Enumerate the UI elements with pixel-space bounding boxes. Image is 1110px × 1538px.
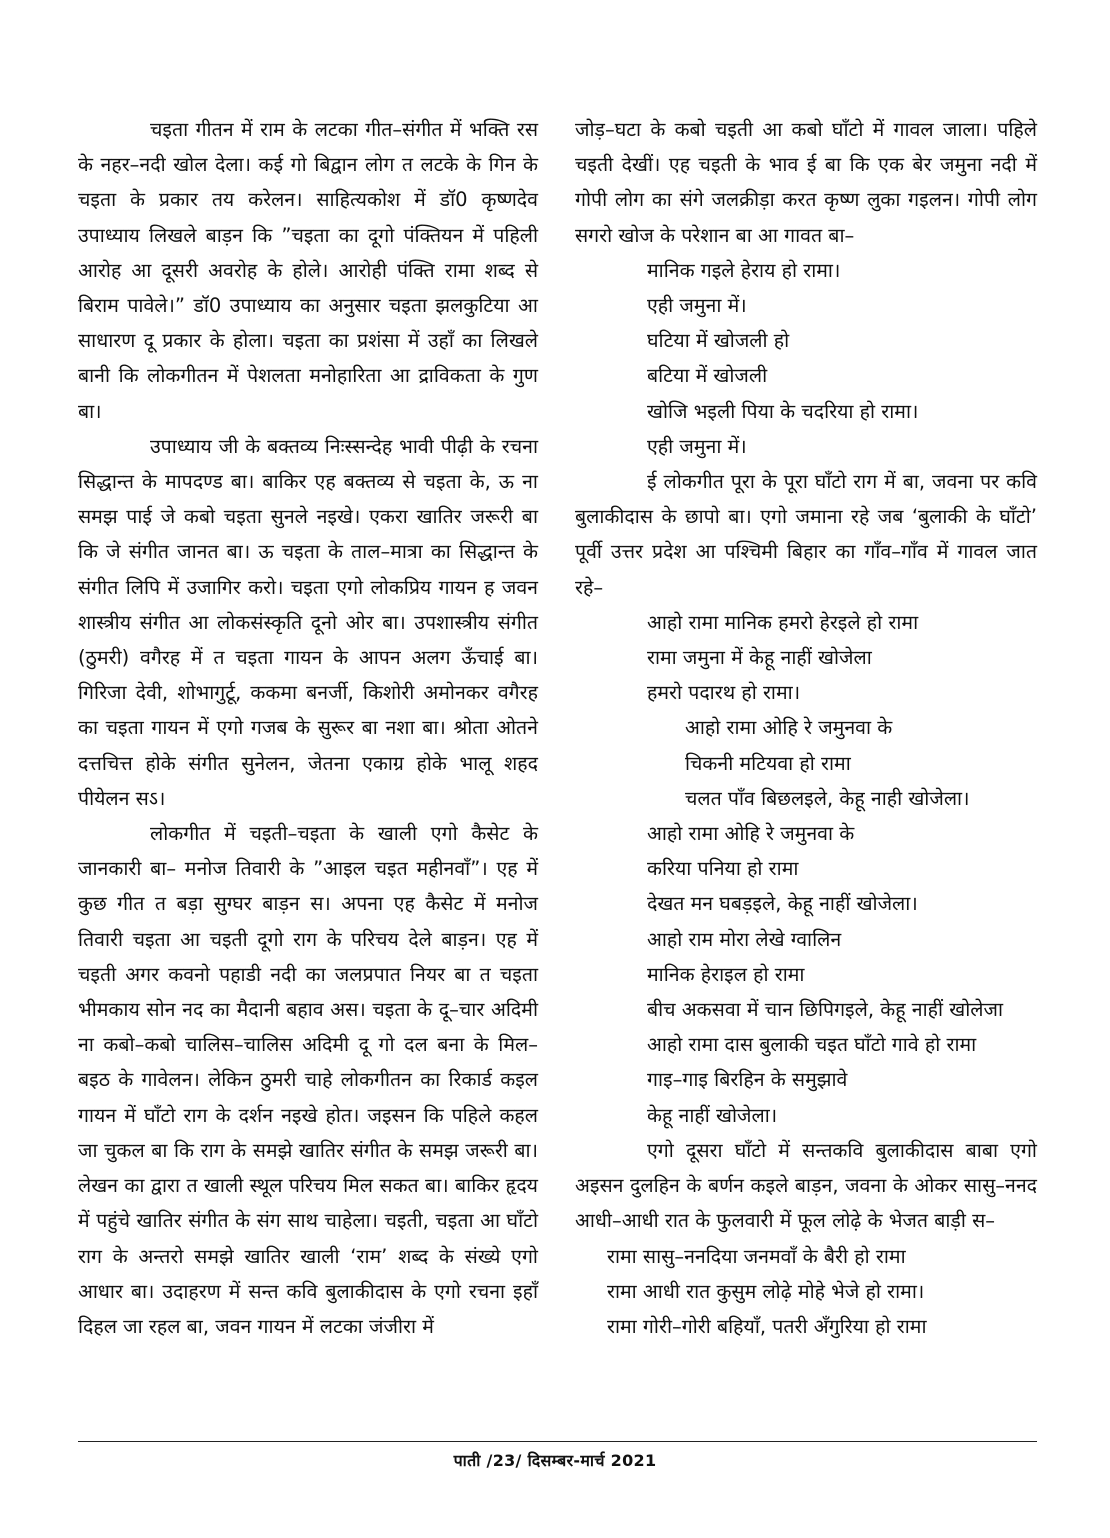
verse-block-1 [575, 253, 1037, 464]
verse-block-2 [575, 605, 1037, 1133]
verse-line: एही जमुना में। [647, 294, 747, 318]
paragraph: उपाध्याय जी के बक्तव्य निःस्सन्देह भावी पीढ़ी के रचना सिद्धान्त के मापदण्ड बा। बाकिर एह बक्तव्य से चइता के, ऊ ना समझ पाई जे कबो चइता सुनले नइखे। एकरा खातिर जरूरी बा कि जे संगीत जानत बा। ऊ चइता के ताल–मात्रा का सिद्धान्त के संगीत लिपि में उजागिर करो। चइता एगो लोकप्रिय गायन ह जवन शास्त्रीय संगीत आ लोकसंस्कृति दूनो ओर बा। उपशास्त्रीय संगीत (ठुमरी) वगैरह में त चइता गायन के आपन अलग ऊँचाई बा। गिरिजा देवी, शोभागुर्टू, ककमा बनर्जी, किशोरी अमोनकर वगैरह का चइता गायन में एगो गजब के सुरूर बा नशा बा। श्रोता ओतने दत्तचित्त होके संगीत सुनेलन, जेतना एकाग्र होके भालू शहद पीयेलन सऽ। [78, 434, 538, 810]
verse-line: हमरो पदारथ हो रामा। [647, 681, 801, 705]
verse-line: बीच अकसवा में चान छिपिगइले, केहू नाहीं खोलेजा [647, 998, 1003, 1022]
verse-line: चलत पाँव बिछलइले, केहू नाही खोजेला। [685, 786, 970, 810]
verse-line: रामा सासु–ननदिया जनमवाँ के बैरी हो रामा [607, 1244, 906, 1268]
footer-divider [78, 1441, 1037, 1442]
left-column [78, 112, 538, 1344]
verse-line: आहो रामा दास बुलाकी चइत घाँटो गावे हो रामा [647, 1033, 977, 1057]
verse-line: मानिक गइले हेराय हो रामा। [647, 258, 841, 282]
verse-line: गाइ–गाइ बिरहिन के समुझावे [647, 1068, 848, 1092]
verse-line: आहो राम मोरा लेखे ग्वालिन [647, 927, 842, 951]
verse-line: मानिक हेराइल हो रामा [647, 962, 805, 986]
paragraph: लोकगीत में चइती–चइता के खाली एगो कैसेट के जानकारी बा– मनोज तिवारी के ”आइल चइत महीनवाँ”। एह में कुछ गीत त बड़ा सुग्घर बाड़न स। अपना एह कैसेट में मनोज तिवारी चइता आ चइती दूगो राग के परिचय देले बाड़न। एह में चइती अगर कवनो पहाडी नदी का जलप्रपात नियर बा त चइता भीमकाय सोन नद का मैदानी बहाव अस। चइता के दू–चार अदिमी ना कबो–कबो चालिस–चालिस अदिमी दू गो दल बना के मिल–बइठ के गावेलन। लेकिन ठुमरी चाहे लोकगीतन का रिकार्ड कइल गायन में घाँटो राग के दर्शन नइखे होत। जइसन कि पहिले कहल जा चुकल बा कि राग के समझे खातिर संगीत के समझ जरूरी बा। लेखन का द्वारा त खाली स्थूल परिचय मिल सकत बा। बाकिर हृदय में पहुंचे खातिर संगीत के संग साथ चाहेला। चइती, चइता आ घाँटो राग के अन्तरो समझे खातिर खाली ‘राम’ शब्द के संख्ये एगो आधार बा। उदाहरण में सन्त कवि बुलाकीदास के एगो रचना इहाँ दिहल जा रहल बा, जवन गायन में लटका जंजीरा में [78, 822, 538, 1338]
verse-line: केहू नाहीं खोजेला। [647, 1103, 778, 1127]
page-footer: पाती /23/ दिसम्बर-मार्च 2021 [453, 1451, 657, 1470]
right-column [575, 112, 1037, 1344]
verse-line: रामा जमुना में केहू नाहीं खोजेला [647, 646, 872, 670]
paragraph: चइता गीतन में राम के लटका गीत–संगीत में भक्ति रस के नहर–नदी खोल देला। कई गो बिद्वान लोग त लटके के गिन के चइता के प्रकार तय करेलन। साहित्यकोश में डॉ0 कृष्णदेव उपाध्याय लिखले बाड़न कि ”चइता का दूगो पंक्तियन में पहिली आरोह आ दूसरी अवरोह के होले। आरोही पंक्ति रामा शब्द से बिराम पावेले।” डॉ0 उपाध्याय का अनुसार चइता झलकुटिया आ साधारण दू प्रकार के होला। चइता का प्रशंसा में उहाँ का लिखले बानी कि लोकगीतन में पेशलता मनोहारिता आ द्राविकता के गुण बा। [78, 118, 538, 423]
verse-line: घटिया में खोजली हो [647, 329, 790, 353]
verse-block-3 [575, 1239, 1037, 1345]
verse-line: बटिया में खोजली [647, 364, 768, 388]
verse-line: आहो रामा ओहि रे जमुनवा के [685, 716, 893, 740]
verse-line: रामा गोरी–गोरी बहियाँ, पतरी अँगुरिया हो रामा [607, 1314, 927, 1338]
verse-line: करिया पनिया हो रामा [647, 857, 799, 881]
paragraph: एगो दूसरा घाँटो में सन्तकवि बुलाकीदास बाबा एगो अइसन दुलहिन के बर्णन कइले बाड़न, जवना के ओकर सासु–ननद आधी–आधी रात के फुलवारी में फूल लोढ़े के भेजत बाड़ी स– [575, 1138, 1037, 1233]
verse-line: चिकनी मटियवा हो रामा [685, 751, 851, 775]
verse-line: रामा आधी रात कुसुम लोढ़े मोहे भेजे हो रामा। [607, 1279, 925, 1303]
verse-line: आहो रामा ओहि रे जमुनवा के [647, 822, 855, 846]
verse-line: एही जमुना में। [647, 434, 747, 458]
verse-line: देखत मन घबड़इले, केहू नाहीं खोजेला। [647, 892, 918, 916]
paragraph: ई लोकगीत पूरा के पूरा घाँटो राग में बा, जवना पर कवि बुलाकीदास के छापो बा। एगो जमाना रहे जब ‘बुलाकी के घाँटो’ पूर्वी उत्तर प्रदेश आ पश्चिमी बिहार का गाँव–गाँव में गावल जात रहे– [575, 470, 1037, 599]
verse-line: खोजि भइली पिया के चदरिया हो रामा। [647, 399, 919, 423]
paragraph: जोड़–घटा के कबो चइती आ कबो घाँटो में गावल जाला। पहिले चइती देखीं। एह चइती के भाव ई बा कि एक बेर जमुना नदी में गोपी लोग का संगे जलक्रीड़ा करत कृष्ण लुका गइलन। गोपी लोग सगरो खोज के परेशान बा आ गावत बा– [575, 118, 1037, 247]
verse-line: आहो रामा मानिक हमरो हेरइले हो रामा [647, 610, 919, 634]
